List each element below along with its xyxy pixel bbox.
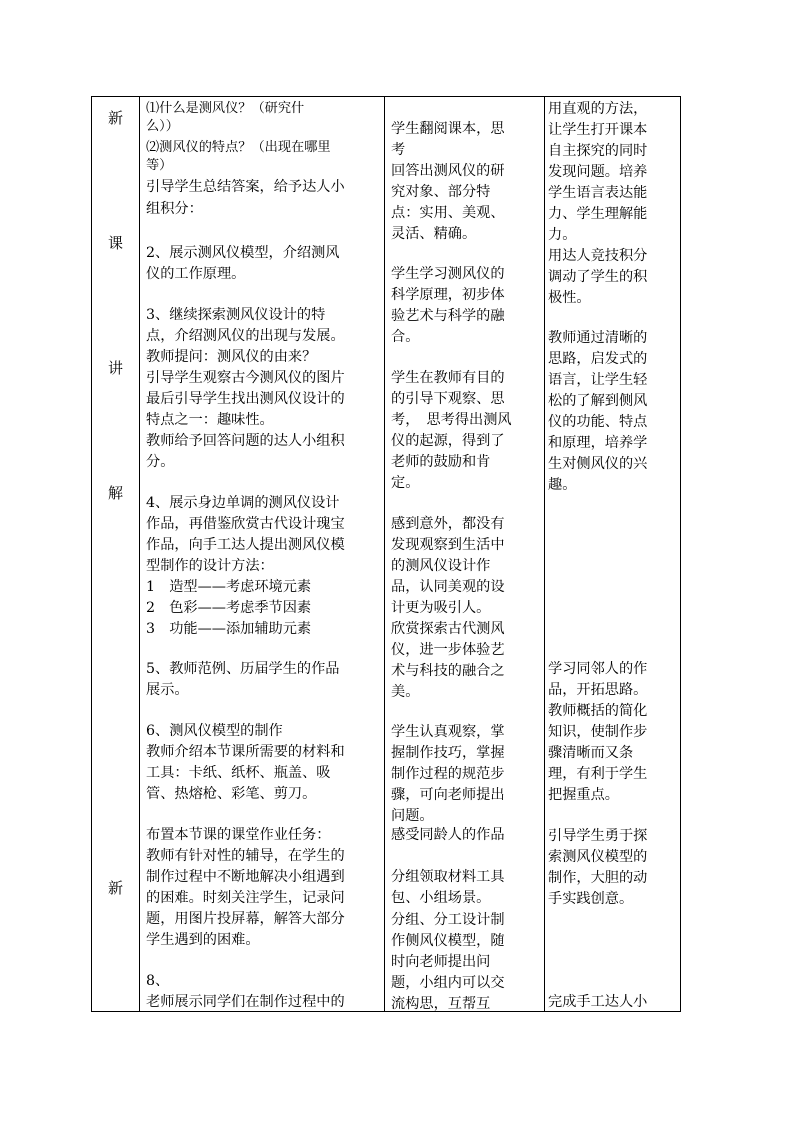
text-line: 把握重点。: [548, 787, 619, 803]
text-line: 8、: [146, 973, 170, 989]
text-line: 术与科技的融合之: [391, 663, 505, 679]
text-line: 验艺术与科学的融: [391, 308, 505, 324]
text-line: 的测风仪设计作: [391, 558, 491, 574]
text-line: 引导学生勇于探: [548, 828, 648, 844]
text-line: 思路，启发式的: [548, 351, 648, 367]
side-label-char: 新: [107, 109, 123, 127]
text-line: 考， 思考得出测风: [391, 412, 512, 428]
text-line: 作品，向手工达人提出测风仪模: [146, 537, 345, 553]
text-line: 骤，可向老师提出: [391, 787, 505, 803]
text-line: 发现观察到生活中: [391, 537, 505, 553]
text-line: 仪，进一步体验艺: [391, 642, 505, 658]
text-line: 题，小组内可以交: [391, 975, 505, 991]
text-line: 制作过程中不断地解决小组遇到: [146, 869, 345, 885]
side-label-char: 解: [107, 484, 123, 502]
text-line: 究对象、部分特: [391, 184, 491, 200]
text-line: 学生遇到的困难。: [146, 932, 260, 948]
text-line: 灵活、精确。: [391, 226, 477, 242]
text-line: 欣赏探索古代测风: [391, 621, 505, 637]
text-line: 教师概括的简化: [548, 703, 648, 719]
text-line: 老师的鼓励和肯: [391, 454, 491, 470]
text-line: 品，认同美观的设: [391, 579, 505, 595]
text-line: 仪的工作原理。: [146, 266, 246, 282]
student-activity-column: [385, 97, 544, 1011]
text-line: 感到意外，都没有: [391, 516, 505, 532]
text-line: 3、继续探索测风仪设计的特: [146, 307, 326, 323]
text-line: 3 功能——添加辅助元素: [146, 621, 312, 637]
text-line: 6、测风仪模型的制作: [146, 723, 283, 739]
text-line: 教师通过清晰的: [548, 330, 648, 346]
text-line: 展示。: [146, 682, 189, 698]
text-line: 骤清晰而又条: [548, 745, 634, 761]
text-line: 的引导下观察、思: [391, 391, 505, 407]
text-line: 4、展示身边单调的测风仪设计: [146, 495, 340, 511]
text-line: 2、展示测风仪模型，介绍测风: [146, 245, 340, 261]
text-line: 学生在教师有目的: [391, 370, 505, 386]
text-line: 学生学习测风仪的: [391, 266, 505, 282]
text-line: 品，开拓思路。: [548, 682, 648, 698]
text-line: 5、教师范例、历届学生的作品: [146, 661, 340, 677]
lesson-table: [91, 96, 681, 1012]
text-line: 最后引导学生找出测风仪设计的: [146, 391, 345, 407]
text-line: 知识，使制作步: [548, 724, 648, 740]
text-line: 教师有针对性的辅导，在学生的: [146, 848, 345, 864]
teacher-activity-column: [140, 97, 384, 1011]
text-line: 松的了解到侧风: [548, 393, 648, 409]
text-line: 制作，大胆的动: [548, 870, 648, 886]
text-line: 自主探究的同时: [548, 143, 648, 159]
text-line: 语言，让学生轻: [548, 372, 648, 388]
text-line: 点：实用、美观、: [391, 205, 505, 221]
design-intent-column: [545, 97, 681, 1011]
text-line: 科学原理，初步体: [391, 287, 505, 303]
text-line: 教师介绍本节课所需要的材料和: [146, 744, 345, 760]
text-line: 感受同龄人的作品: [391, 827, 505, 843]
text-line: 老师展示同学们在制作过程中的: [146, 994, 345, 1010]
text-line: 学生语言表达能: [548, 185, 648, 201]
text-line: 教师给予回答问题的达人小组积: [146, 433, 345, 449]
text-line: 极性。: [548, 290, 591, 306]
text-line: 组积分：: [146, 201, 203, 217]
text-line: 引导学生观察古今测风仪的图片: [146, 370, 345, 386]
text-line: 让学生打开课本: [548, 122, 648, 138]
text-line: 引导学生总结答案，给予达人小: [146, 179, 345, 195]
text-line: 索测风仪模型的: [548, 849, 648, 865]
text-line: 1 造型——考虑环境元素: [146, 579, 312, 595]
text-line: 定。: [391, 475, 420, 491]
text-line: 学生认真观察，掌: [391, 724, 505, 740]
text-line: 问题。: [391, 808, 434, 824]
text-line: 用直观的方法，: [548, 101, 648, 117]
section-label-column: [92, 97, 139, 1011]
text-line: 分组领取材料工具: [391, 869, 505, 885]
text-line: 型制作的设计方法：: [146, 558, 274, 574]
text-line: 调动了学生的积: [548, 269, 648, 285]
text-line: 仪的功能、特点: [548, 414, 648, 430]
text-line: 题，用图片投屏幕，解答大部分: [146, 911, 345, 927]
text-line: 力、学生理解能: [548, 206, 648, 222]
text-line: 2 色彩——考虑季节因素: [146, 600, 312, 616]
text-line: 和原理，培养学: [548, 435, 648, 451]
text-line: 发现问题。培养: [548, 164, 648, 180]
text-line: 学习同邻人的作: [548, 661, 648, 677]
text-line: ⑴什么是测风仪？（研究什: [146, 101, 305, 116]
text-line: 的困难。时刻关注学生，记录问: [146, 890, 345, 906]
text-line: 分组、分工设计制: [391, 912, 505, 928]
text-line: 合。: [391, 329, 420, 345]
text-line: 点，介绍测风仪的出现与发展。: [146, 328, 345, 344]
text-line: 回答出测风仪的研: [391, 163, 505, 179]
side-label-char: 课: [107, 234, 123, 252]
text-line: 等）: [146, 158, 173, 173]
text-line: 时向老师提出问: [391, 954, 491, 970]
text-line: 布置本节课的课堂作业任务：: [146, 827, 331, 843]
side-label-char: 讲: [107, 359, 123, 377]
text-line: 仪的起源，得到了: [391, 433, 505, 449]
text-line: 制作过程的规范步: [391, 766, 505, 782]
text-line: 完成手工达人小: [548, 994, 648, 1010]
text-line: 工具：卡纸、纸杯、瓶盖、吸: [146, 765, 331, 781]
text-line: 教师提问：测风仪的由来？: [146, 349, 317, 365]
text-line: 作侧风仪模型，随: [391, 933, 505, 949]
text-line: 趣。: [548, 477, 577, 493]
text-line: 分。: [146, 454, 175, 470]
text-line: 计更为吸引人。: [391, 600, 491, 616]
text-line: 包、小组场景。: [391, 890, 491, 906]
text-line: 作品，再借鉴欣赏古代设计瑰宝: [146, 516, 345, 532]
text-line: 美。: [391, 684, 420, 700]
text-line: 力。: [548, 227, 577, 243]
text-line: 手实践创意。: [548, 891, 634, 907]
text-line: 考: [391, 142, 406, 158]
text-line: 特点之一：趣味性。: [146, 412, 274, 428]
text-line: 学生翻阅课本，思: [391, 121, 505, 137]
text-line: 握制作技巧，掌握: [391, 745, 505, 761]
text-line: 生对侧风仪的兴: [548, 456, 648, 472]
text-line: 流构思，互帮互: [391, 996, 491, 1011]
text-line: ⑵测风仪的特点？（出现在哪里: [146, 140, 331, 155]
text-line: 管、热熔枪、彩笔、剪刀。: [146, 786, 317, 802]
text-line: 理，有利于学生: [548, 766, 648, 782]
text-line: 么））: [146, 119, 179, 134]
side-label-char: 新: [107, 879, 123, 897]
text-line: 用达人竞技积分: [548, 248, 648, 264]
